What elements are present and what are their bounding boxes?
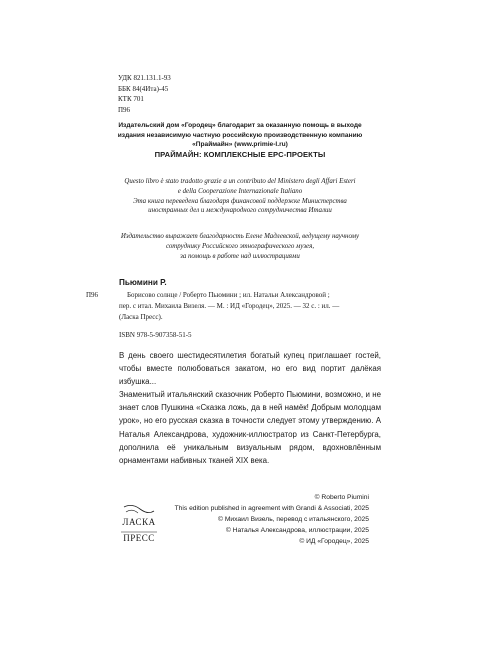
annotation-paragraph: В день своего шестидесятилетия богатый купец приглашает гостей, чтобы вместе полюбоваться закатом, но его вид портит далёкая избушка... xyxy=(119,351,381,387)
author-mark-left: П96 xyxy=(86,291,99,299)
classification-codes xyxy=(118,73,171,115)
author-heading: Пьюмини Р. xyxy=(119,278,167,287)
translation-grant-note xyxy=(0,177,480,216)
udk-code: УДК 821.131.1-93 xyxy=(118,74,171,82)
copyright-line: This edition published in agreement with Grandi & Associati, 2025 xyxy=(174,505,369,512)
sponsor-note xyxy=(0,121,480,159)
note-line: за помощь в работе над иллюстрациями xyxy=(180,252,300,260)
note-line: сотруднику Российского этнографического музея, xyxy=(165,242,315,250)
biblio-line: Борисово солнце / Роберто Пьюмини ; ил. Натальи Александровой ; xyxy=(127,291,330,299)
note-line: Издательство выражает благодарность Елене Мадлевской, ведущему научному xyxy=(120,233,360,240)
logo-line-2: ПРЕСС xyxy=(123,533,155,543)
biblio-line: (Ласка Пресс). xyxy=(119,313,163,321)
note-line: иностранных дел и международного сотрудничества Италии xyxy=(148,207,332,215)
sponsor-slogan: ПРАЙМАЙН: КОМПЛЕКСНЫЕ EPC-ПРОЕКТЫ xyxy=(154,149,326,159)
note-line: Эта книга переведена благодаря финансовой поддержке Министерства xyxy=(133,197,347,205)
bibliographic-record xyxy=(119,290,381,323)
copyright-line: © Roberto Piumini xyxy=(314,494,369,501)
ktk-code: КТК 701 xyxy=(118,95,144,103)
note-line: e della Cooperazione Internazionale Italiano xyxy=(177,187,303,195)
bbk-code: ББК 84(4Ита)-45 xyxy=(118,84,169,93)
author-mark-code: П96 xyxy=(118,105,131,114)
thanks-note xyxy=(0,232,480,261)
sponsor-line: «Праймайн» (www.primie-l.ru) xyxy=(192,141,288,148)
isbn: ISBN 978-5-907358-51-5 xyxy=(119,331,192,339)
copyright-line: © Наталья Александрова, иллюстрации, 2025 xyxy=(225,527,369,534)
sponsor-line: Издательский дом «Городец» благодарит за оказанную помощь в выходе xyxy=(118,122,362,129)
biblio-line: пер. с итал. Михаила Визеля. — М. : ИД «Городец», 2025. — 32 с. : ил. — xyxy=(119,302,340,310)
note-line: Questo libro è stato tradotto grazie a un contributo del Ministero degli Affari Esteri xyxy=(124,178,356,185)
annotation-paragraph: Знаменитый итальянский сказочник Роберто Пьюмини, возможно, и не знает слов Пушкина «Сказка ложь, да в ней намёк! Добрым молодцам урок», но его русская сказка в точности следует этому утверждению. А Наталья Александрова, художник-иллюстратор из Санкт-Петербурга, дополнила её уникальным визуальным рядом, вдохновлённым орнаментами набивных тканей XIX века. xyxy=(119,390,381,465)
sponsor-line: издания независимую частную российскую производственную компанию xyxy=(117,131,363,139)
copyright-line: © Михаил Визель, перевод с итальянского, 2025 xyxy=(218,516,369,523)
logo-line-1: ЛАСКА xyxy=(122,517,156,527)
annotation xyxy=(119,349,381,467)
copyright-line: © ИД «Городец», 2025 xyxy=(299,538,369,545)
copyright-block xyxy=(109,492,369,547)
